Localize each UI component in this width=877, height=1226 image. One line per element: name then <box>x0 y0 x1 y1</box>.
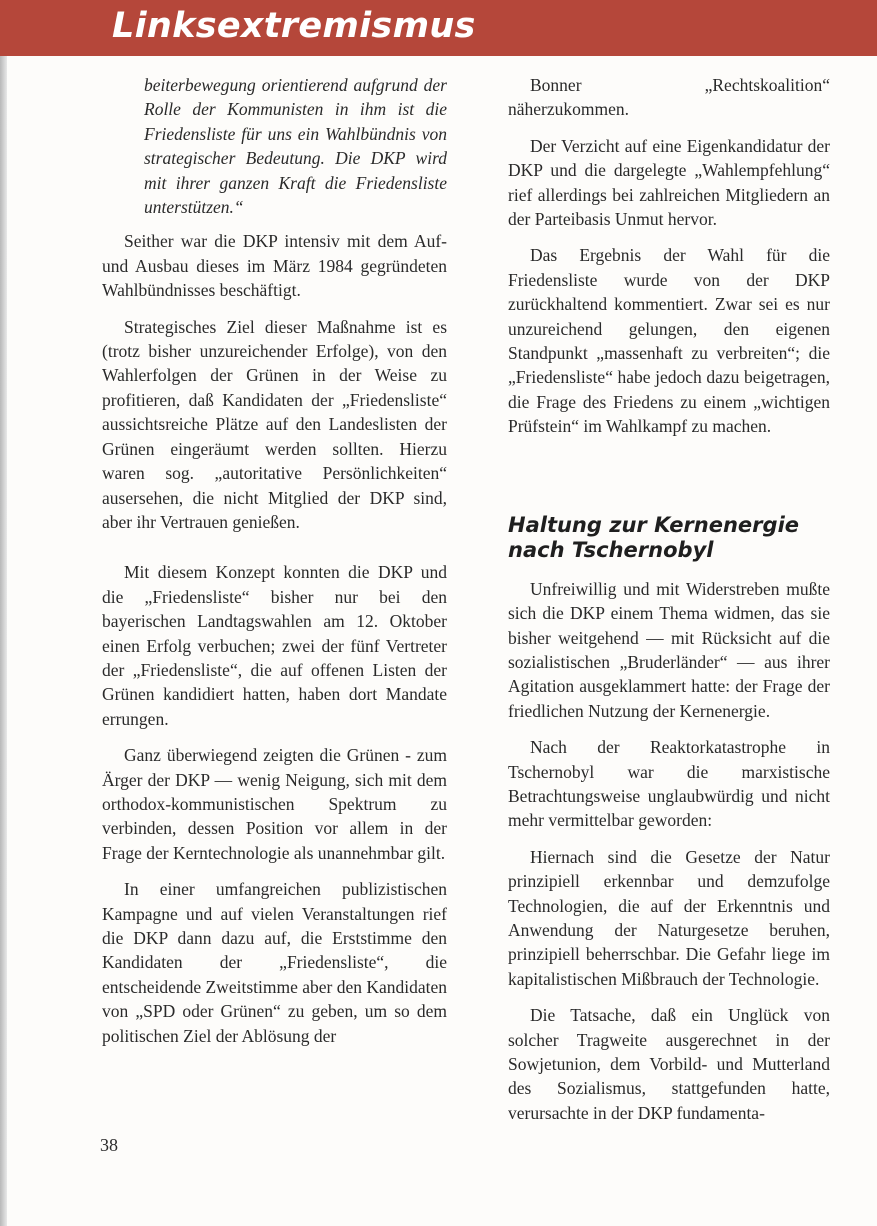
quote-block: beiterbewegung orientierend aufgrund der Rolle der Kommunisten in ihm ist die Friedensliste für uns ein Wahlbündnis von strategischer Bedeutung. Die DKP wird mit ihrer ganzen Kraft die Friedensliste unterstützen.“ <box>144 75 447 218</box>
paragraph: In einer umfangreichen publizistischen Kampagne und auf vielen Veranstaltungen rief die DKP dann dazu auf, die Erststimme den Kandidaten der „Friedensliste“, die entscheidende Zweitstimme aber den Kandidaten von „SPD oder Grünen“ zu geben, um so dem politischen Ziel der Ablösung der <box>102 879 448 1046</box>
paragraph: Das Ergebnis der Wahl für die Friedensliste wurde von der DKP zurückhaltend kommentiert. Zwar sei es nur unzureichend gelungen, den eigenen Standpunkt „massenhaft zu verbreiten“; die „Friedensliste“ habe jedoch dazu beigetragen, die Frage des Friedens zu einem „wichtigen Prüfstein“ im Wahlkampf zu machen. <box>508 245 830 437</box>
left-column <box>102 73 447 1060</box>
paragraph: Seither war die DKP intensiv mit dem Auf- und Ausbau dieses im März 1984 gegründeten Wahlbündnisses beschäftigt. <box>102 231 447 301</box>
paragraph: Die Tatsache, daß ein Unglück von solcher Tragweite ausgerechnet in der Sowjetunion, dem Vorbild- und Mutterland des Sozialismus, stattgefunden hatte, verursachte in der DKP fundamenta- <box>508 1005 830 1123</box>
section-subheading: Haltung zur Kernenergie nach Tschernobyl <box>508 512 800 562</box>
paragraph: Der Verzicht auf eine Eigenkandidatur der DKP und die dargelegte „Wahlempfehlung“ rief allerdings bei zahlreichen Mitgliedern an der Parteibasis Unmut hervor. <box>508 135 830 230</box>
section-title: Linksextremismus <box>112 6 476 46</box>
paragraph: Hiernach sind die Gesetze der Natur prinzipiell erkennbar und demzufolge Technologien, die auf der Erkenntnis und Anwendung der Naturgesetze beruhen, prinzipiell beherrschbar. Die Gefahr liege im kapitalistischen Mißbrauch der Technologie. <box>508 846 830 989</box>
paragraph: Bonner „Rechtskoalition“ näherzukommen. <box>508 75 830 120</box>
paragraph: Nach der Reaktorkatastrophe in Tschernobyl war die marxistische Betrachtungsweise unglaubwürdig und nicht mehr vermittelbar geworden: <box>508 737 830 831</box>
paragraph: Ganz überwiegend zeigten die Grünen - zum Ärger der DKP — wenig Neigung, sich mit dem orthodox-kommunistischen Spektrum zu verbinden, dessen Position vor allem in der Frage der Kerntechnologie als unannehmbar gilt. <box>102 745 447 863</box>
page-edge-shadow <box>0 0 7 1226</box>
paragraph: Mit diesem Konzept konnten die DKP und die „Friedensliste“ bisher nur bei den bayerischen Landtagswahlen am 12. Oktober einen Erfolg verbuchen; zwei der fünf Vertreter der „Friedensliste“, die auf offenen Listen der Grünen kandidiert hatten, haben dort Mandate errungen. <box>102 562 447 729</box>
header-band <box>0 0 877 56</box>
right-column <box>508 73 830 1137</box>
page-number: 38 <box>100 1135 118 1155</box>
paragraph: Strategisches Ziel dieser Maßnahme ist es (trotz bisher unzureichender Erfolge), von den Wahlerfolgen der Grünen in der Weise zu profitieren, daß Kandidaten der „Friedensliste“ aussichtsreiche Plätze auf den Landeslisten der Grünen eingeräumt werden sollten. Hierzu waren sog. „autoritative Persönlichkeiten“ ausersehen, die nicht Mitglied der DKP sind, aber ihr Vertrauen genießen. <box>102 316 447 532</box>
paragraph: Unfreiwillig und mit Widerstreben mußte sich die DKP einem Thema widmen, das sie bisher weitgehend — mit Rücksicht auf die sozialistischen „Bruderländer“ — aus ihrer Agitation ausgeklammert hatte: der Frage der friedlichen Nutzung der Kernenergie. <box>508 578 830 721</box>
